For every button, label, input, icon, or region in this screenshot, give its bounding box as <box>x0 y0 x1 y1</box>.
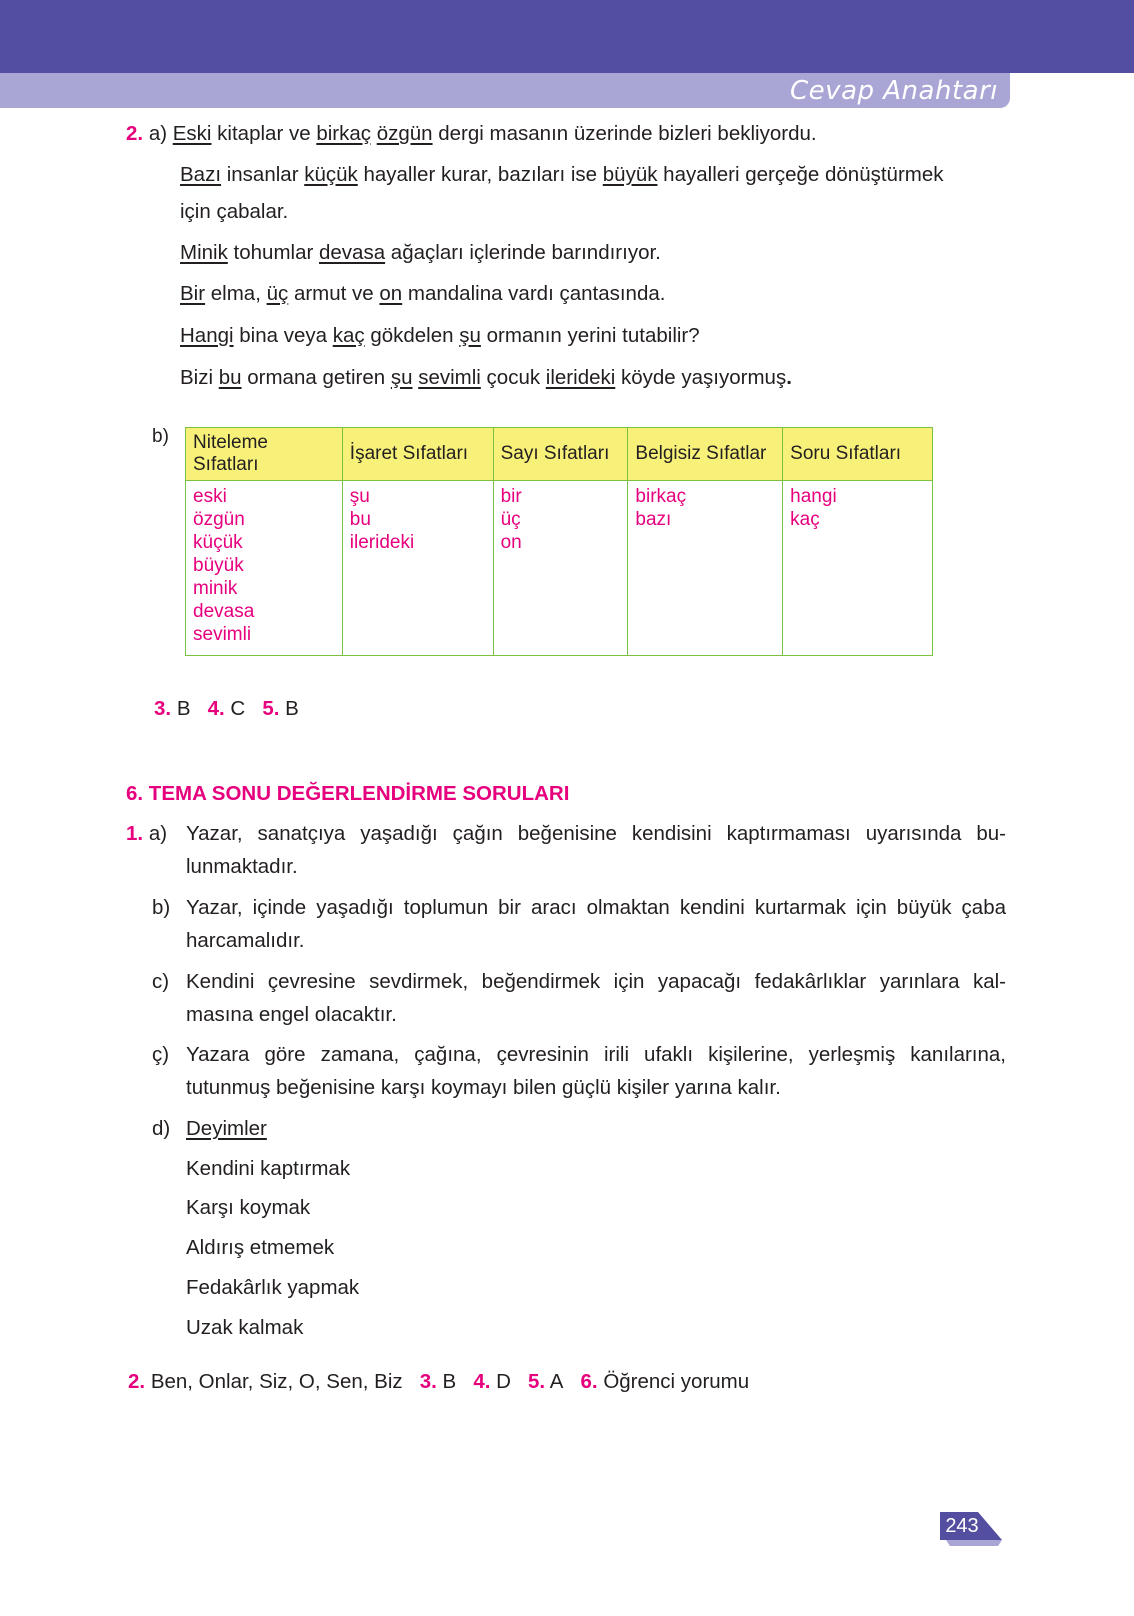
answer-value: B <box>285 697 299 720</box>
s6-c-text-1: Kendini çevresine sevdirmek, beğendirmek için yapacağı fedakârlıklar yarınlara kal- <box>186 970 1006 993</box>
adjective-item: hangi <box>790 486 837 507</box>
s6-a-text-1: Yazar, sanatçıya yaşadığı çağın beğenisine kendisini kaptırmaması uyarısında bu- <box>186 822 1006 845</box>
idiom-item: Uzak kalmak <box>186 1316 304 1339</box>
answer-value: Öğrenci yorumu <box>603 1370 750 1393</box>
answer-number: 3. <box>154 697 172 720</box>
page-number: 243 <box>945 1515 979 1537</box>
adjective-item: bazı <box>635 509 672 530</box>
s6-cc-text-1: Yazara göre zamana, çağına, çevresinin irili ufaklı kişilerine, yerleşmiş kanılarına, <box>186 1043 1006 1066</box>
adjective-item: kaç <box>790 509 820 530</box>
table-row <box>186 481 933 656</box>
underlined-adjective: Eski <box>172 122 212 145</box>
adjective-item: ilerideki <box>349 532 415 553</box>
s6-c-text-2: masına engel olacaktır. <box>186 1003 397 1026</box>
s6-q1-a-num <box>126 821 167 847</box>
answer-number: 2. <box>128 1370 146 1393</box>
adjective-item: şu <box>349 486 370 507</box>
table-header-cell: Niteleme Sıfatları <box>186 428 343 481</box>
s6-b-text-1: Yazar, içinde yaşadığı toplumun bir aracı olmaktan kendini kurtarmak için büyük çaba <box>186 896 1006 919</box>
underlined-adjective: Bazı <box>180 163 222 186</box>
underlined-adjective: birkaç <box>316 122 371 145</box>
underlined-adjective: kaç <box>332 324 365 347</box>
q2-line-6: Bizi bu ormana getiren şu sevimli çocuk ilerideki köyde yaşıyormuş. <box>180 366 792 389</box>
underlined-adjective: devasa <box>319 241 386 264</box>
underlined-adjective: şu <box>390 366 413 389</box>
answer-value: D <box>496 1370 511 1393</box>
adjective-item: bu <box>349 509 371 530</box>
answer-value: C <box>230 697 246 720</box>
adjective-item: devasa <box>193 601 255 622</box>
q2-b-label: b) <box>152 426 169 447</box>
idiom-item: Fedakârlık yapmak <box>186 1276 360 1299</box>
answer-value: A <box>549 1370 564 1393</box>
table-cell <box>783 481 933 656</box>
answer-number: 4. <box>207 697 225 720</box>
answer-number: 5. <box>262 697 280 720</box>
underlined-adjective: Hangi <box>180 324 234 347</box>
answers-row-1 <box>154 696 299 722</box>
idiom-item: Aldırış etmemek <box>186 1236 335 1259</box>
s6-cc-text-2: tutunmuş beğenisine karşı koymayı bilen güçlü kişiler yarına kalır. <box>186 1076 781 1099</box>
header-subbar <box>0 73 1010 108</box>
table-cell <box>342 481 493 656</box>
underlined-adjective: küçük <box>304 163 358 186</box>
underlined-adjective: şu <box>459 324 481 347</box>
q2-line-5: Hangi bina veya kaç gökdelen şu ormanın yerini tutabilir? <box>180 324 700 347</box>
underlined-adjective: Bir <box>180 282 206 305</box>
underlined-adjective: Minik <box>180 241 228 264</box>
adjective-item: bir <box>500 486 522 507</box>
idiom-item: Karşı koymak <box>186 1196 311 1219</box>
header-bar <box>0 0 1134 73</box>
answer-number: 5. <box>528 1370 546 1393</box>
answer-value: B <box>176 697 191 720</box>
adjective-item: küçük <box>193 532 243 553</box>
s6-b-text-2: harcamalıdır. <box>186 929 305 952</box>
adjective-item: üç <box>500 509 521 530</box>
s6-cc-label: ç) <box>152 1043 170 1066</box>
answer-value: B <box>442 1370 457 1393</box>
answer-number: 4. <box>473 1370 491 1393</box>
adjective-item: minik <box>193 578 238 599</box>
adjective-item: büyük <box>193 555 244 576</box>
s6-d-label: d) <box>152 1117 171 1140</box>
idiom-item: Kendini kaptırmak <box>186 1157 351 1180</box>
adjective-item: on <box>500 532 522 553</box>
q2-number: 2. <box>126 122 144 145</box>
q2-line-3: Minik tohumlar devasa ağaçları içlerinde barındırıyor. <box>180 241 661 264</box>
table-header-cell: Sayı Sıfatları <box>493 428 628 481</box>
q2-line-4: Bir elma, üç armut ve on mandalina vardı çantasında. <box>180 282 666 305</box>
table-cell <box>493 481 628 656</box>
table-header-cell: Belgisiz Sıfatlar <box>628 428 783 481</box>
header-title: Cevap Anahtarı <box>790 76 998 106</box>
table-cell <box>186 481 343 656</box>
q2-a-label: a) <box>148 122 168 145</box>
table-header-cell: Soru Sıfatları <box>783 428 933 481</box>
table-header-row <box>186 428 933 481</box>
underlined-adjective: ilerideki <box>545 366 616 389</box>
underlined-adjective: büyük <box>602 163 658 186</box>
underlined-adjective: on <box>379 282 403 305</box>
s6-c-label: c) <box>152 970 170 993</box>
underlined-adjective: özgün <box>376 122 433 145</box>
section-title: 6. TEMA SONU DEĞERLENDİRME SORULARI <box>126 782 570 805</box>
underlined-adjective: sevimli <box>418 366 481 389</box>
adjective-table <box>185 427 933 656</box>
underlined-adjective: üç <box>266 282 289 305</box>
table-header-cell: İşaret Sıfatları <box>342 428 493 481</box>
s6-a-text-2: lunmaktadır. <box>186 855 298 878</box>
s6-d-heading <box>186 1116 267 1142</box>
option-label: a) <box>148 822 168 845</box>
answer-number: 6. <box>580 1370 598 1393</box>
q2-line-1: 2. a) Eski kitaplar ve birkaç özgün dergi masanın üzerinde bizleri bekliyordu. <box>126 122 817 145</box>
answer-number: 3. <box>419 1370 437 1393</box>
question-number: 1. <box>126 822 144 845</box>
underlined-adjective: bu <box>218 366 242 389</box>
adjective-item: özgün <box>193 509 245 530</box>
s6-b-label: b) <box>152 896 171 919</box>
final-answers-row <box>128 1369 749 1395</box>
q2-line-2b: için çabalar. <box>180 200 289 223</box>
idioms-heading: Deyimler <box>186 1117 267 1140</box>
adjective-item: sevimli <box>193 624 252 645</box>
table-cell <box>628 481 783 656</box>
adjective-item: birkaç <box>635 486 687 507</box>
adjective-item: eski <box>193 486 227 507</box>
q2-line-2: Bazı insanlar küçük hayaller kurar, bazıları ise büyük hayalleri gerçeğe dönüştürmek <box>180 163 944 186</box>
answer-value: Ben, Onlar, Siz, O, Sen, Biz <box>150 1370 403 1393</box>
